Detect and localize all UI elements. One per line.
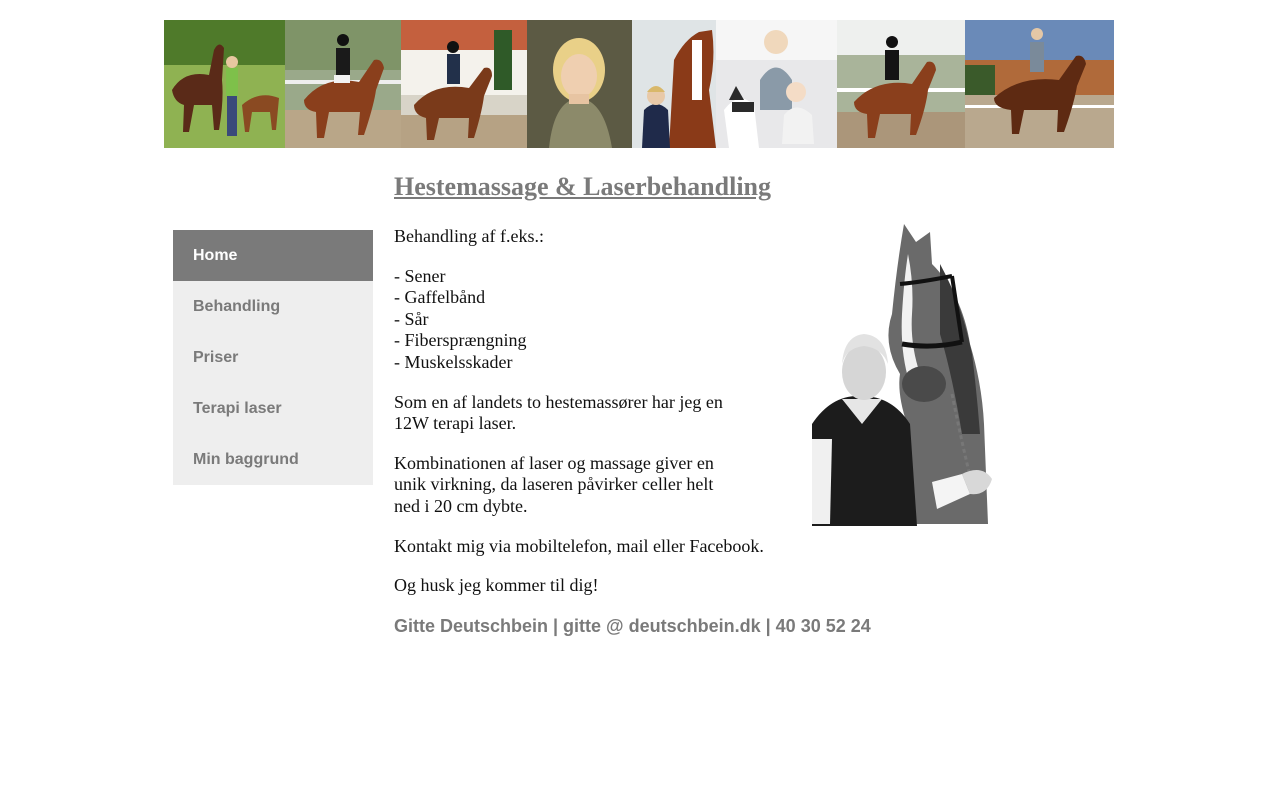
laser-paragraph-line: Som en af landets to hestemassører har jeg en (394, 391, 723, 412)
treatment-list (394, 226, 814, 248)
combination-paragraph-line: Kombinationen af laser og massage giver en (394, 452, 714, 473)
dressage-rider-photo (285, 20, 401, 148)
treatment-item: - Gaffelbånd (394, 287, 486, 308)
laser-paragraph (394, 392, 814, 435)
main-content (394, 226, 814, 615)
page-title: Hestemassage & Laserbehandling (394, 172, 771, 201)
nav-item-min-baggrund[interactable]: Min baggrund (193, 451, 299, 468)
closing-paragraph: Og husk jeg kommer til dig! (394, 575, 599, 596)
header-banner (164, 20, 1114, 148)
children-with-dog-photo (716, 20, 837, 148)
horse-with-handler-photo (164, 20, 285, 148)
rider-by-farmhouse-photo (401, 20, 527, 148)
contact-footer: Gitte Deutschbein | gitte @ deutschbein.dk | 40 30 52 24 (394, 616, 871, 636)
woman-with-horse-photo (632, 20, 716, 148)
nav-item-behandling[interactable]: Behandling (193, 298, 281, 315)
treatment-item: - Sår (394, 308, 429, 329)
dressage-rider-arena-photo (837, 20, 965, 148)
nav-item-home[interactable]: Home (173, 230, 373, 281)
treatment-item: - Fibersprængning (394, 330, 527, 351)
woman-portrait-photo (527, 20, 632, 148)
woman-with-horse-bw-photo (812, 224, 1008, 526)
rider-outdoor-arena-photo (965, 20, 1114, 148)
treatment-intro: Behandling af f.eks.: (394, 226, 544, 246)
nav-item-priser[interactable]: Priser (193, 349, 239, 366)
combination-paragraph (394, 453, 814, 518)
contact-paragraph: Kontakt mig via mobiltelefon, mail eller Facebook. (394, 535, 764, 556)
treatment-item: - Muskelsskader (394, 351, 513, 372)
nav-item-terapi-laser[interactable]: Terapi laser (193, 400, 282, 417)
laser-paragraph-line: 12W terapi laser. (394, 413, 517, 434)
combination-paragraph-line: ned i 20 cm dybte. (394, 495, 528, 516)
combination-paragraph-line: unik virkning, da laseren påvirker celler helt (394, 474, 714, 495)
treatment-item: - Sener (394, 265, 446, 286)
sidebar-nav (173, 230, 373, 485)
